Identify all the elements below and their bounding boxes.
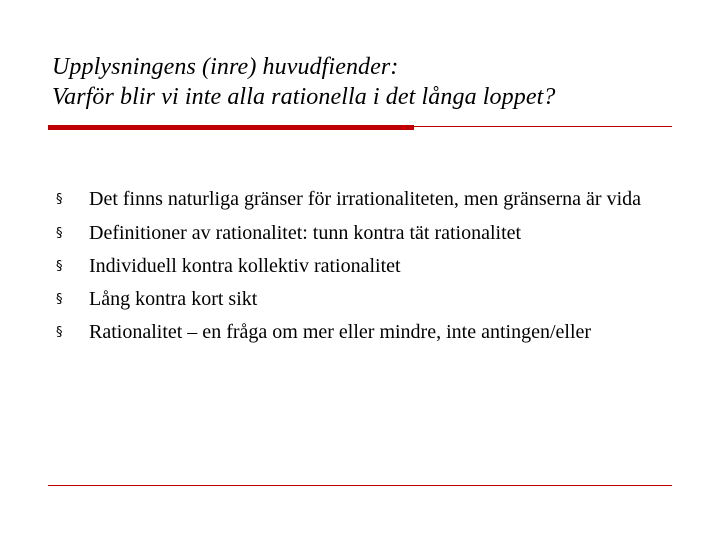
bullet-list xyxy=(52,186,672,353)
list-item xyxy=(52,253,672,279)
list-item xyxy=(52,186,672,212)
bullet-text: Individuell kontra kollektiv rationalitet xyxy=(89,255,401,277)
bullet-text: Definitioner av rationalitet: tunn kontra tät rationalitet xyxy=(89,222,522,244)
list-item xyxy=(52,220,672,246)
footer-divider-line xyxy=(48,485,672,486)
list-item xyxy=(52,286,672,312)
bullet-marker-icon: § xyxy=(56,325,63,340)
bullet-text: Lång kontra kort sikt xyxy=(89,288,258,310)
bullet-marker-icon: § xyxy=(56,192,63,207)
bullet-marker-icon: § xyxy=(56,259,63,274)
bullet-marker-icon: § xyxy=(56,226,63,241)
title-accent-rule xyxy=(48,125,414,130)
bullet-text: Rationalitet – en fråga om mer eller mindre, inte antingen/eller xyxy=(89,321,592,343)
bullet-text: Det finns naturliga gränser för irrationaliteten, men gränserna är vida xyxy=(89,188,642,210)
title-divider-line xyxy=(414,126,672,127)
bullet-marker-icon: § xyxy=(56,292,63,307)
slide-title xyxy=(52,52,692,112)
slide-title-line-2: Varför blir vi inte alla rationella i det långa loppet? xyxy=(52,84,556,110)
list-item xyxy=(52,319,672,345)
slide-title-line-1: Upplysningens (inre) huvudfiender: xyxy=(52,54,399,80)
